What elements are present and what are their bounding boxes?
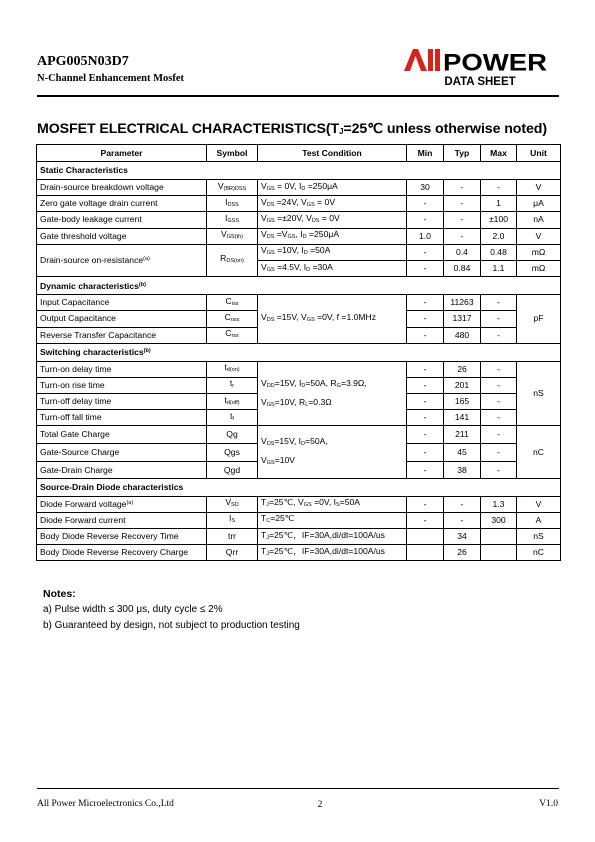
cell-param: Drain-source on-resistance$^{(a)}$: [37, 244, 207, 276]
cell-typ: 165: [444, 394, 481, 410]
logo-mark-l2: [435, 49, 440, 71]
cell-cond: $V_{DS} =24V$, $V_{GS} = 0V$: [258, 196, 407, 212]
cell-max: 2.0: [481, 228, 517, 244]
notes: [43, 586, 300, 634]
cell-param: Gate-body leakage current: [37, 212, 207, 228]
cell-cond: $V_{DS} =15V$, $V_{GS} =0V$, f =1.0MHz: [258, 295, 407, 344]
cell-unit: nA: [517, 212, 561, 228]
cell-param: Reverse Transfer Capacitance: [37, 327, 207, 343]
cell-max: 300: [481, 512, 517, 528]
cell-sym: trr: [207, 529, 258, 545]
cell-max: -: [481, 327, 517, 343]
cell-param: Gate-Source Charge: [37, 444, 207, 462]
cell-max: ±100: [481, 212, 517, 228]
cell-typ: -: [444, 496, 481, 512]
cell-param: Turn-off delay time: [37, 394, 207, 410]
footer-company: All Power Microelectronics Co.,Ltd: [37, 799, 174, 809]
section-title: MOSFET ELECTRICAL $CHARACTERISTICS(T_J=25℃$ unless otherwise noted): [37, 121, 547, 137]
table-row: [37, 512, 561, 528]
col-header: Typ: [444, 145, 481, 162]
cell-max: 1.3: [481, 496, 517, 512]
cell-unit: nC: [517, 545, 561, 561]
cell-sym: $C_{iss}$: [207, 295, 258, 311]
cell-sym: $C_{rss}$: [207, 327, 258, 343]
cell-min: -: [407, 244, 444, 260]
cell-max: -: [481, 311, 517, 327]
cell-sym: $V_{SD}$: [207, 496, 258, 512]
cell-sym: $I_{DSS}$: [207, 196, 258, 212]
col-header: Test Condition: [258, 145, 407, 162]
cell-param: Turn-on delay time: [37, 361, 207, 377]
section-heading: Static Characteristics: [37, 162, 561, 180]
table-row: [37, 426, 561, 444]
col-header: Min: [407, 145, 444, 162]
table-row: [37, 529, 561, 545]
cell-max: 1: [481, 196, 517, 212]
cell-min: -: [407, 361, 444, 377]
cell-cond: $T_C=25℃$: [258, 512, 407, 528]
cell-sym: Qrr: [207, 545, 258, 561]
cell-sym: Qg: [207, 426, 258, 444]
cell-typ: 26: [444, 545, 481, 561]
cell-cond: $V_{DD}=15V$, $I_D=50A$, $R_G=3.9\Omega$, $V_{GS}=10V$, $R_L=0.3\Omega$: [258, 361, 407, 426]
cell-typ: 26: [444, 361, 481, 377]
footer-rule: [37, 788, 559, 789]
cell-sym: $I_{GSS}$: [207, 212, 258, 228]
cell-cond: $V_{DS}=15V$, $I_D=50A$, $V_{GS}=10V$: [258, 426, 407, 478]
cell-unit: nC: [517, 426, 561, 478]
section-heading: Source-Drain Diode characteristics: [37, 478, 561, 496]
cell-sym: $t_f$: [207, 410, 258, 426]
logo-mark-l1: [428, 49, 433, 71]
cell-max: -: [481, 180, 517, 196]
cell-cond: $V_{GS} =4.5V$, $I_D =30A$: [258, 260, 407, 276]
page-number: 2: [317, 800, 323, 810]
table-header-row: [37, 145, 561, 162]
cell-unit: mΩ: [517, 244, 561, 260]
cell-min: -: [407, 212, 444, 228]
cell-typ: 480: [444, 327, 481, 343]
logo-word-power: POWER: [443, 49, 547, 73]
cell-param: Diode Forward voltage$^{(a)}$: [37, 496, 207, 512]
table-row: [37, 361, 561, 377]
cell-max: -: [481, 444, 517, 462]
cell-typ: 45: [444, 444, 481, 462]
cell-max: -: [481, 462, 517, 478]
cell-max: [481, 545, 517, 561]
cell-sym: $t_{d(on)}$: [207, 361, 258, 377]
cell-sym: $I_S$: [207, 512, 258, 528]
col-header: Symbol: [207, 145, 258, 162]
cell-cond: $V_{GS} =10V$, $I_D =50A$: [258, 244, 407, 260]
cell-param: Gate threshold voltage: [37, 228, 207, 244]
electrical-characteristics-table: [36, 144, 561, 561]
cell-max: -: [481, 410, 517, 426]
cell-min: -: [407, 394, 444, 410]
cell-unit: pF: [517, 295, 561, 344]
cell-typ: 211: [444, 426, 481, 444]
cell-max: -: [481, 295, 517, 311]
cell-sym: Qgd: [207, 462, 258, 478]
cell-min: -: [407, 196, 444, 212]
part-description: N-Channel Enhancement Mosfet: [37, 73, 184, 84]
cell-typ: 0.4: [444, 244, 481, 260]
cell-param: Diode Forward current: [37, 512, 207, 528]
cell-min: -: [407, 496, 444, 512]
cell-unit: V: [517, 180, 561, 196]
cell-sym: $C_{oss}$: [207, 311, 258, 327]
cell-typ: 38: [444, 462, 481, 478]
note-b: b) Guaranteed by design, not subject to production testing: [43, 620, 300, 631]
cell-cond: $V_{GS} =\pm 20V$, $V_{DS} = 0V$: [258, 212, 407, 228]
cell-sym: $V_{(BR)DSS}$: [207, 180, 258, 196]
cell-cond: $V_{DS} =V_{GS}$, $I_D =250\mu A$: [258, 228, 407, 244]
cell-typ: -: [444, 512, 481, 528]
cell-sym: $V_{GS(th)}$: [207, 228, 258, 244]
table-row: [37, 228, 561, 244]
cell-max: 1.1: [481, 260, 517, 276]
cell-unit: V: [517, 228, 561, 244]
cell-max: 0.48: [481, 244, 517, 260]
cell-min: -: [407, 377, 444, 393]
footer-version: V1.0: [539, 799, 558, 809]
logo-mark-a: [404, 49, 427, 71]
cell-param: Turn-off fall time: [37, 410, 207, 426]
cell-unit: nS: [517, 529, 561, 545]
cell-sym: $t_r$: [207, 377, 258, 393]
cell-cond: $V_{GS} = 0V$, $I_D =250\mu A$: [258, 180, 407, 196]
table-row: [37, 212, 561, 228]
part-number: APG005N03D7: [37, 54, 129, 69]
cell-min: -: [407, 327, 444, 343]
cell-typ: 1317: [444, 311, 481, 327]
cell-typ: 34: [444, 529, 481, 545]
table-row: [37, 496, 561, 512]
table-row: [37, 545, 561, 561]
cell-typ: 0.84: [444, 260, 481, 276]
cell-min: 1.0: [407, 228, 444, 244]
cell-cond: $T_J=25℃$, $V_{GS} =0V$, $I_S=50A$: [258, 496, 407, 512]
allpower-logo: [404, 47, 549, 73]
cell-max: -: [481, 377, 517, 393]
cell-min: -: [407, 426, 444, 444]
cell-min: -: [407, 462, 444, 478]
cell-param: Turn-on rise time: [37, 377, 207, 393]
cell-typ: -: [444, 228, 481, 244]
cell-min: -: [407, 260, 444, 276]
cell-typ: 11263: [444, 295, 481, 311]
cell-typ: -: [444, 212, 481, 228]
doc-type-label: DATA SHEET: [444, 76, 516, 88]
cell-unit: A: [517, 512, 561, 528]
cell-max: -: [481, 426, 517, 444]
cell-typ: 141: [444, 410, 481, 426]
cell-unit: V: [517, 496, 561, 512]
cell-unit: mΩ: [517, 260, 561, 276]
note-a: a) Pulse width ≤ 300 μs, duty cycle ≤ 2%: [43, 604, 223, 615]
section-heading: Dynamic characteristics$^{(b)}$: [37, 277, 561, 295]
cell-max: -: [481, 361, 517, 377]
col-header: Parameter: [37, 145, 207, 162]
cell-param: Total Gate Charge: [37, 426, 207, 444]
cell-sym: $R_{DS(on)}$: [207, 244, 258, 276]
cell-min: [407, 545, 444, 561]
cell-cond: $T_J=25℃$，IF=30A,di/dt=100A/us: [258, 529, 407, 545]
col-header: Max: [481, 145, 517, 162]
cell-min: -: [407, 444, 444, 462]
cell-sym: Qgs: [207, 444, 258, 462]
cell-typ: -: [444, 180, 481, 196]
cell-typ: -: [444, 196, 481, 212]
col-header: Unit: [517, 145, 561, 162]
cell-cond: $T_J=25℃$，IF=30A,di/dt=100A/us: [258, 545, 407, 561]
cell-max: [481, 529, 517, 545]
cell-unit: nS: [517, 361, 561, 426]
cell-unit: μA: [517, 196, 561, 212]
cell-param: Drain-source breakdown voltage: [37, 180, 207, 196]
table-row: [37, 180, 561, 196]
table-row: [37, 244, 561, 260]
cell-param: Body Diode Reverse Recovery Time: [37, 529, 207, 545]
table-row: [37, 295, 561, 311]
cell-max: -: [481, 394, 517, 410]
table-row: [37, 196, 561, 212]
cell-param: Gate-Drain Charge: [37, 462, 207, 478]
cell-typ: 201: [444, 377, 481, 393]
cell-min: -: [407, 295, 444, 311]
notes-title: Notes:: [43, 588, 76, 600]
cell-min: 30: [407, 180, 444, 196]
header-rule: [37, 95, 559, 97]
cell-param: Output Capacitance: [37, 311, 207, 327]
section-heading: Switching characteristics$^{(b)}$: [37, 343, 561, 361]
cell-sym: $t_{d(off)}$: [207, 394, 258, 410]
cell-param: Body Diode Reverse Recovery Charge: [37, 545, 207, 561]
cell-min: [407, 529, 444, 545]
cell-min: -: [407, 311, 444, 327]
cell-param: Input Capacitance: [37, 295, 207, 311]
cell-min: -: [407, 512, 444, 528]
cell-param: Zero gate voltage drain current: [37, 196, 207, 212]
cell-min: -: [407, 410, 444, 426]
